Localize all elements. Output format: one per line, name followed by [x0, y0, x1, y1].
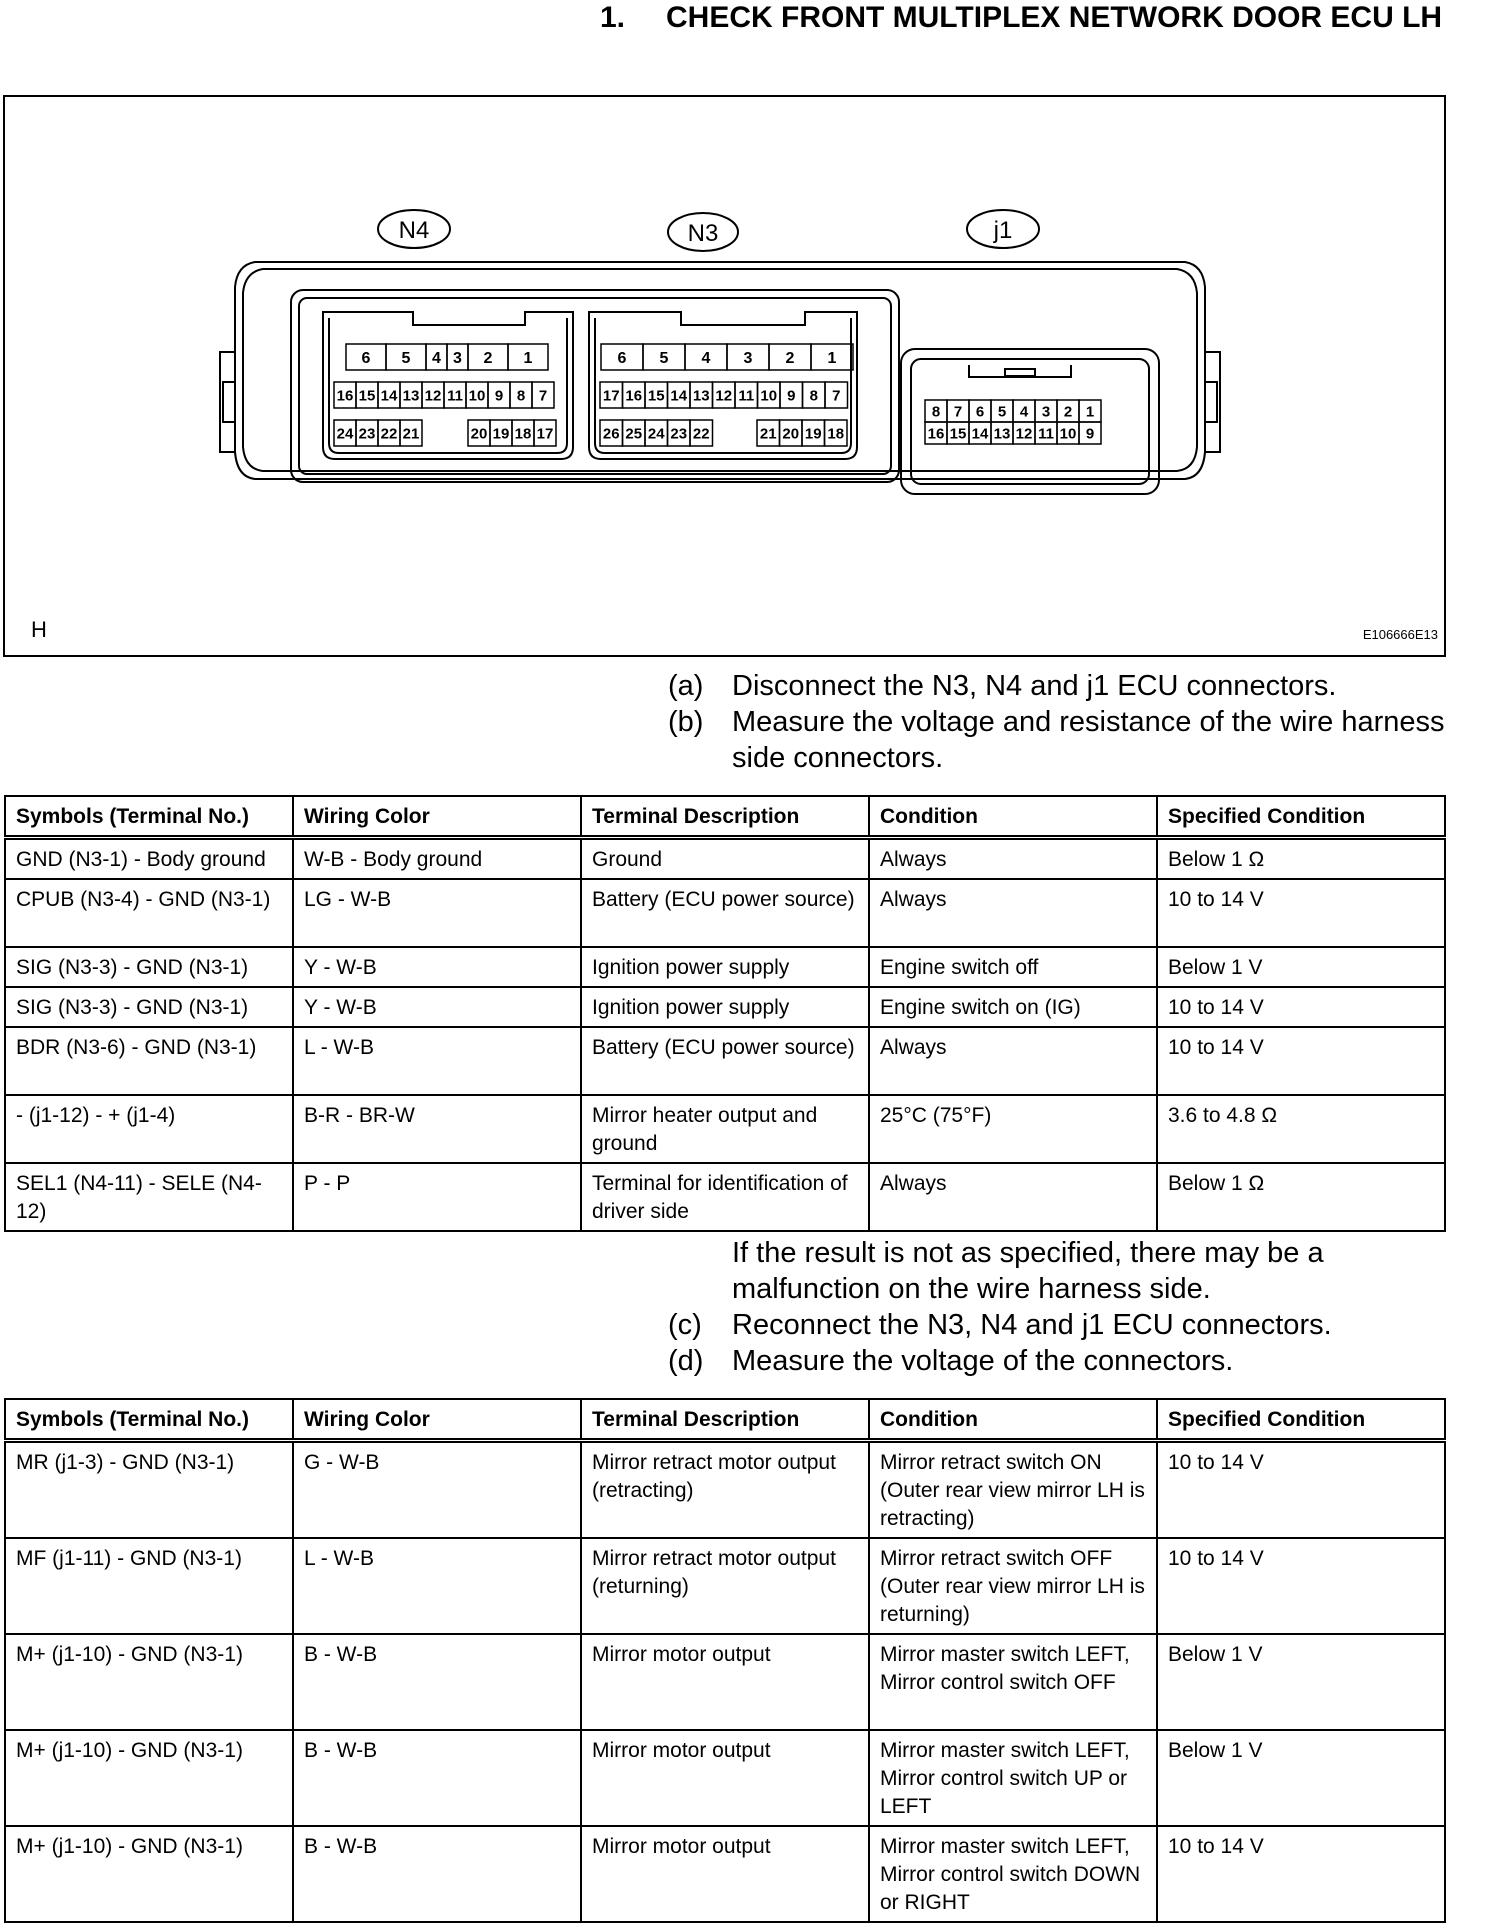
n4-pin-label: 6: [361, 349, 371, 367]
table-cell: Always: [869, 1027, 1157, 1095]
n3-pin-label: 24: [647, 425, 665, 443]
j1-pin-label: 10: [1059, 425, 1077, 443]
table-cell: 10 to 14 V: [1157, 1538, 1445, 1634]
table-cell: 10 to 14 V: [1157, 879, 1445, 947]
n3-pin-label: 7: [832, 387, 841, 405]
n3-pin-label: 20: [782, 425, 800, 443]
table-cell: Mirror heater output and ground: [581, 1095, 869, 1163]
table-cell: 25°C (75°F): [869, 1095, 1157, 1163]
table-cell: B - W-B: [293, 1730, 581, 1826]
table-row: [5, 947, 1445, 987]
n3-pin-label: 25: [625, 425, 643, 443]
table-cell: B - W-B: [293, 1826, 581, 1922]
header-symbols: Symbols (Terminal No.): [5, 796, 293, 838]
table-cell: Mirror retract motor output (retracting): [581, 1441, 869, 1539]
j1-pin-label: 4: [1019, 403, 1029, 421]
heading-number: 1.: [600, 1, 626, 34]
j1-pin-label: 16: [927, 425, 945, 443]
n4-pin-label: 13: [402, 387, 420, 405]
n4-pin-label: 7: [538, 387, 548, 405]
table-cell: Ignition power supply: [581, 987, 869, 1027]
table-cell: G - W-B: [293, 1441, 581, 1539]
j1-pin-label: 6: [975, 403, 985, 421]
figure-corner-letter: H: [31, 617, 47, 642]
table-cell: 3.6 to 4.8 Ω: [1157, 1095, 1445, 1163]
n3-pin-label: 19: [804, 425, 822, 443]
table-cell: Always: [869, 838, 1157, 880]
table-cell: 10 to 14 V: [1157, 1441, 1445, 1539]
table-cell: P - P: [293, 1163, 581, 1231]
n4-pin-label: 1: [523, 349, 533, 367]
n4-pin-label: 19: [492, 425, 510, 443]
header-specified-condition: Specified Condition: [1157, 1399, 1445, 1441]
n4-pin-label: 17: [536, 425, 554, 443]
table-cell: Mirror master switch LEFT, Mirror control switch OFF: [869, 1634, 1157, 1730]
table-cell: Ignition power supply: [581, 947, 869, 987]
n3-pin-label: 14: [670, 387, 688, 405]
table-cell: Y - W-B: [293, 947, 581, 987]
n3-pin-label: 22: [692, 425, 710, 443]
n4-pin-label: 11: [447, 387, 463, 405]
n3-pin-label: 18: [827, 425, 845, 443]
j1-pin-label: 7: [953, 403, 963, 421]
j1-pin-label: 14: [971, 425, 989, 443]
step-text: Reconnect the N3, N4 and j1 ECU connectors.: [732, 1309, 1332, 1341]
table-cell: Y - W-B: [293, 987, 581, 1027]
step-d: [668, 1343, 1468, 1379]
n3-pin-label: 5: [659, 349, 669, 367]
n3-pin-label: 26: [602, 425, 620, 443]
n3-pin-label: 12: [715, 387, 733, 405]
step-c: [668, 1307, 1468, 1343]
header-wiring-color: Wiring Color: [293, 1399, 581, 1441]
step-label: (d): [668, 1345, 704, 1377]
table-cell: 10 to 14 V: [1157, 1826, 1445, 1922]
n3-pin-label: 23: [670, 425, 688, 443]
table-row: [5, 1826, 1445, 1922]
step-text: Measure the voltage and resistance of the wire harness side connectors.: [732, 706, 1445, 774]
table-cell: Engine switch on (IG): [869, 987, 1157, 1027]
table-cell: BDR (N3-6) - GND (N3-1): [5, 1027, 293, 1095]
n4-pin-label: 12: [424, 387, 442, 405]
j1-pin-label: 5: [997, 403, 1007, 421]
table-cell: B-R - BR-W: [293, 1095, 581, 1163]
table-cell: SIG (N3-3) - GND (N3-1): [5, 987, 293, 1027]
table-cell: Terminal for identification of driver side: [581, 1163, 869, 1231]
j1-pin-label: 8: [931, 403, 941, 421]
n4-pin-label: 21: [402, 425, 420, 443]
table-cell: MF (j1-11) - GND (N3-1): [5, 1538, 293, 1634]
header-wiring-color: Wiring Color: [293, 796, 581, 838]
table-row: [5, 1634, 1445, 1730]
n4-pin-label: 2: [483, 349, 493, 367]
table-row: [5, 1730, 1445, 1826]
table-cell: Battery (ECU power source): [581, 879, 869, 947]
table-cell: Ground: [581, 838, 869, 880]
n4-pin-label: 23: [358, 425, 376, 443]
n4-pin-label: 22: [380, 425, 398, 443]
table-cell: Below 1 Ω: [1157, 838, 1445, 880]
table-row: [5, 1163, 1445, 1231]
table-cell: W-B - Body ground: [293, 838, 581, 880]
table-row: [5, 838, 1445, 880]
j1-pin-label: 3: [1041, 403, 1051, 421]
result-note: [668, 1235, 1468, 1307]
header-terminal-description: Terminal Description: [581, 1399, 869, 1441]
label-n4: N4: [398, 217, 430, 244]
n3-pin-label: 6: [617, 349, 627, 367]
table-cell: 10 to 14 V: [1157, 1027, 1445, 1095]
n4-pin-label: 24: [336, 425, 354, 443]
header-terminal-description: Terminal Description: [581, 796, 869, 838]
n4-pin-label: 20: [470, 425, 488, 443]
table-row: [5, 1095, 1445, 1163]
table-cell: LG - W-B: [293, 879, 581, 947]
step-text: Disconnect the N3, N4 and j1 ECU connectors.: [732, 670, 1337, 702]
table-row: [5, 879, 1445, 947]
table-cell: Below 1 V: [1157, 1634, 1445, 1730]
j1-pin-label: 2: [1063, 403, 1073, 421]
n3-pin-label: 2: [785, 349, 795, 367]
n3-pin-label: 3: [743, 349, 753, 367]
header-symbols: Symbols (Terminal No.): [5, 1399, 293, 1441]
n4-pin-label: 18: [514, 425, 532, 443]
n3-pin-label: 9: [787, 387, 796, 405]
table-cell: Mirror motor output: [581, 1634, 869, 1730]
table-row: [5, 1027, 1445, 1095]
n4-pin-label: 15: [358, 387, 376, 405]
step-text: Measure the voltage of the connectors.: [732, 1345, 1234, 1377]
table-cell: B - W-B: [293, 1634, 581, 1730]
table-cell: L - W-B: [293, 1538, 581, 1634]
table-cell: GND (N3-1) - Body ground: [5, 838, 293, 880]
n4-pin-label: 16: [336, 387, 354, 405]
n4-pin-label: 14: [380, 387, 398, 405]
heading-text: CHECK FRONT MULTIPLEX NETWORK DOOR ECU LH: [666, 1, 1443, 34]
table-cell: M+ (j1-10) - GND (N3-1): [5, 1826, 293, 1922]
step-label: (b): [668, 706, 704, 738]
table-cell: Always: [869, 879, 1157, 947]
spec-table-1: [4, 795, 1446, 1232]
table-cell: Always: [869, 1163, 1157, 1231]
n4-pin-label: 10: [468, 387, 486, 405]
table-cell: Battery (ECU power source): [581, 1027, 869, 1095]
table-row: [5, 1441, 1445, 1539]
spec-table-2: [4, 1398, 1446, 1923]
n4-pin-label: 4: [432, 349, 441, 367]
step-label: (a): [668, 670, 704, 702]
n3-pin-label: 16: [625, 387, 643, 405]
j1-pin-label: 9: [1085, 425, 1095, 443]
table-cell: Below 1 V: [1157, 947, 1445, 987]
n3-pin-label: 4: [701, 349, 711, 367]
table-cell: CPUB (N3-4) - GND (N3-1): [5, 879, 293, 947]
n3-pin-label: 8: [809, 387, 818, 405]
n4-pin-label: 8: [516, 387, 526, 405]
table-cell: Mirror master switch LEFT, Mirror control switch DOWN or RIGHT: [869, 1826, 1157, 1922]
n4-pin-label: 5: [401, 349, 411, 367]
table-cell: Mirror retract switch ON (Outer rear view mirror LH is retracting): [869, 1441, 1157, 1539]
table-cell: MR (j1-3) - GND (N3-1): [5, 1441, 293, 1539]
n3-pin-label: 11: [738, 387, 755, 405]
step-label: (c): [668, 1309, 702, 1341]
header-specified-condition: Specified Condition: [1157, 796, 1445, 838]
j1-pin-label: 15: [949, 425, 967, 443]
table-cell: SEL1 (N4-11) - SELE (N4-12): [5, 1163, 293, 1231]
table-header-row: [5, 1399, 1445, 1441]
table-row: [5, 1538, 1445, 1634]
table-cell: Mirror motor output: [581, 1826, 869, 1922]
table-cell: SIG (N3-3) - GND (N3-1): [5, 947, 293, 987]
connector-diagram: [5, 97, 1448, 659]
table-row: [5, 987, 1445, 1027]
table-cell: 10 to 14 V: [1157, 987, 1445, 1027]
step-a: [668, 668, 1468, 704]
table-cell: Engine switch off: [869, 947, 1157, 987]
n3-pin-label: 17: [602, 387, 620, 405]
n4-pin-label: 3: [453, 349, 462, 367]
table-cell: Below 1 Ω: [1157, 1163, 1445, 1231]
figure-code: E106666E13: [1362, 627, 1438, 642]
label-n3: N3: [687, 220, 719, 247]
j1-pin-label: 13: [993, 425, 1011, 443]
header-condition: Condition: [869, 1399, 1157, 1441]
table-cell: Below 1 V: [1157, 1730, 1445, 1826]
table-cell: L - W-B: [293, 1027, 581, 1095]
connector-figure: [3, 95, 1446, 657]
n3-pin-label: 10: [760, 387, 778, 405]
table-header-row: [5, 796, 1445, 838]
j1-pin-label: 11: [1038, 425, 1054, 443]
n3-pin-label: 1: [827, 349, 837, 367]
table-cell: Mirror retract motor output (returning): [581, 1538, 869, 1634]
label-j1: j1: [993, 217, 1013, 244]
table-cell: Mirror motor output: [581, 1730, 869, 1826]
table-cell: Mirror retract switch OFF (Outer rear view mirror LH is returning): [869, 1538, 1157, 1634]
table-cell: M+ (j1-10) - GND (N3-1): [5, 1730, 293, 1826]
n3-pin-label: 15: [647, 387, 665, 405]
j1-pin-label: 12: [1015, 425, 1033, 443]
steps-1: [668, 668, 1468, 776]
n4-pin-label: 9: [494, 387, 504, 405]
j1-pin-label: 1: [1085, 403, 1095, 421]
steps-2: [668, 1235, 1468, 1379]
n3-pin-label: 13: [692, 387, 710, 405]
header-condition: Condition: [869, 796, 1157, 838]
table-cell: Mirror master switch LEFT, Mirror control switch UP or LEFT: [869, 1730, 1157, 1826]
table-cell: - (j1-12) - + (j1-4): [5, 1095, 293, 1163]
step-b: [668, 704, 1468, 776]
note-text: If the result is not as specified, there may be a malfunction on the wire harness side.: [732, 1237, 1324, 1305]
n3-pin-label: 21: [759, 425, 777, 443]
table-cell: M+ (j1-10) - GND (N3-1): [5, 1634, 293, 1730]
